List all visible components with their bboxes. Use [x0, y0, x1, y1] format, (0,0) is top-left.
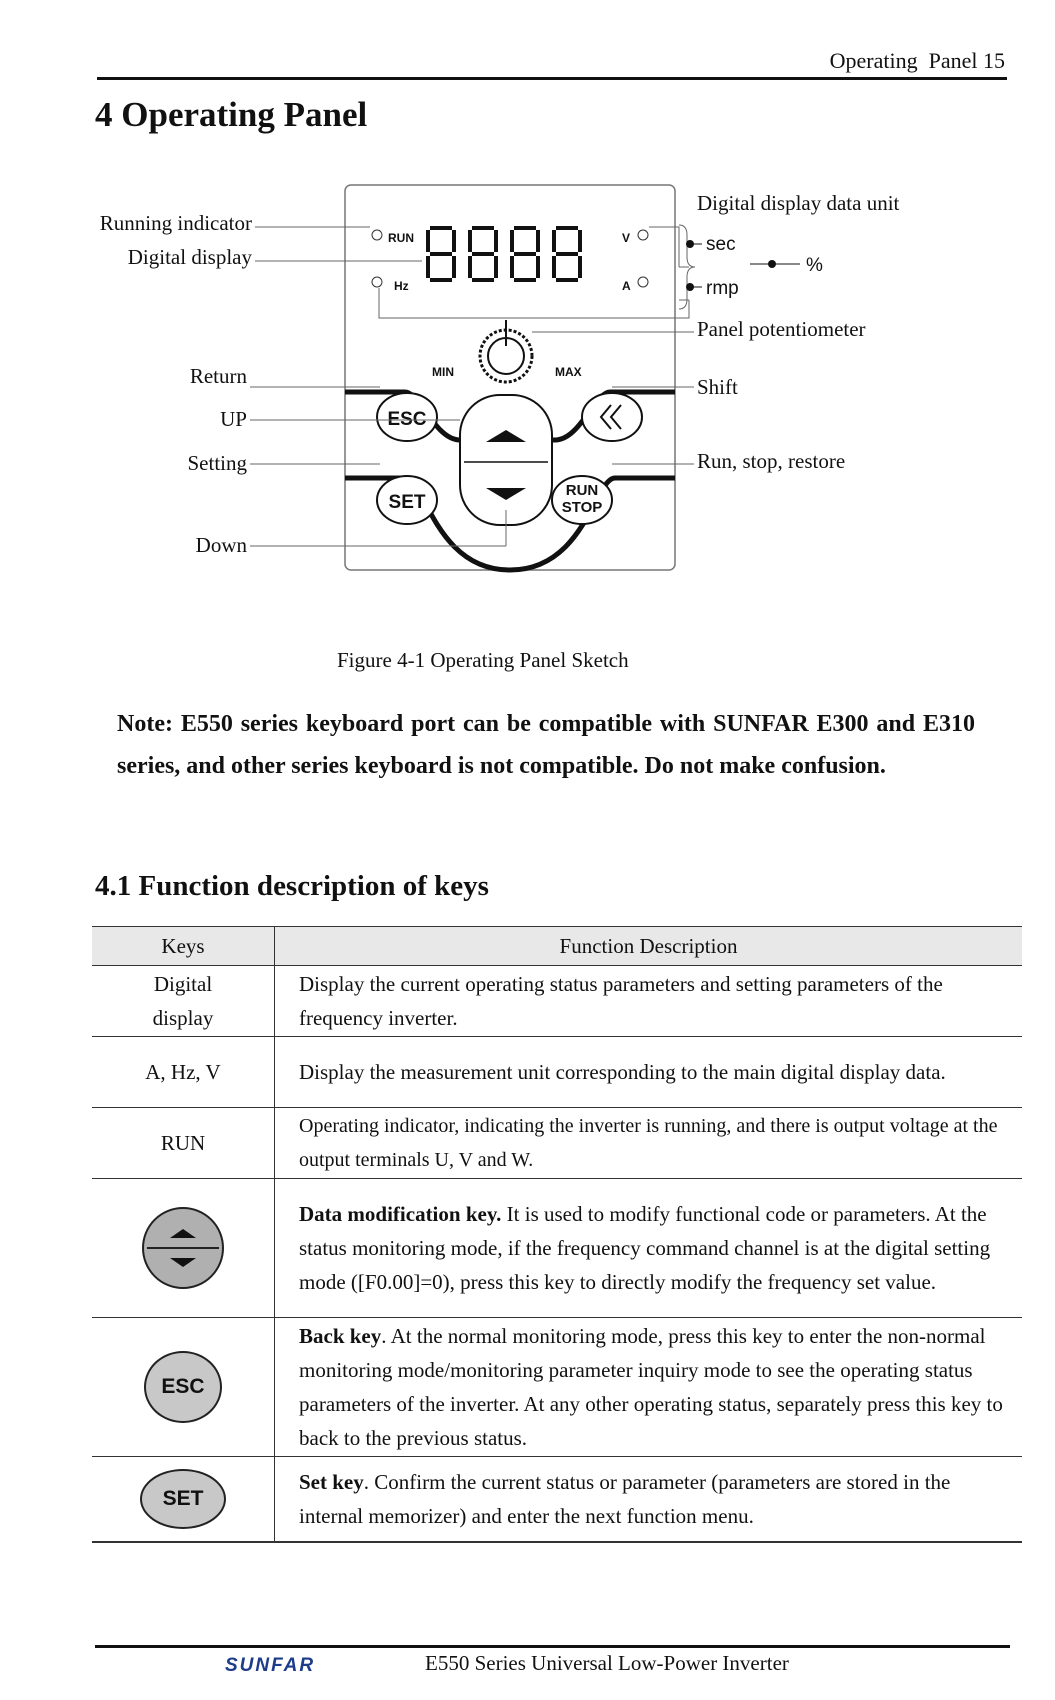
label-percent: %	[806, 255, 823, 276]
label-shift: Shift	[697, 375, 738, 399]
run-stop-key[interactable]	[552, 476, 612, 524]
running-header	[830, 48, 1005, 74]
esc-key-label: ESC	[387, 409, 427, 430]
set-key-label: SET	[388, 492, 426, 513]
hz-led-label: Hz	[394, 279, 409, 293]
figure-caption: Figure 4-1 Operating Panel Sketch	[337, 648, 629, 672]
label-panel-potentiometer: Panel potentiometer	[697, 317, 866, 341]
label-rmp: rmp	[706, 278, 739, 299]
description-cell	[275, 1457, 1023, 1543]
header-function: Function Description	[275, 927, 1023, 966]
key-cell	[92, 1179, 275, 1318]
key-cell	[92, 966, 275, 1037]
table-header-row	[92, 927, 1022, 966]
header-rule	[97, 77, 1007, 80]
key-name: RUN	[92, 1108, 275, 1179]
description-lead: Data modification key.	[299, 1202, 502, 1226]
description-text: . Confirm the current status or parameter (parameters are stored in the internal memorizer) and enter the next function menu.	[299, 1470, 951, 1528]
description-text: It is used to modify functional code or parameters. At the status monitoring mode, if the frequency command channel is at the digital setting mode ([F0.00]=0), press this key to directly modify the frequency set value.	[299, 1202, 991, 1294]
esc-key-icon: ESC	[144, 1351, 222, 1423]
compatibility-note: Note: E550 series keyboard port can be compatible with SUNFAR E300 and E310 series, and other series keyboard is not compatible. Do not make confusion.	[117, 711, 975, 779]
label-return: Return	[189, 364, 247, 388]
section-title: 4.1 Function description of keys	[95, 870, 489, 902]
run-led-label: RUN	[388, 231, 414, 245]
label-running-indicator: Running indicator	[99, 211, 252, 235]
label-setting: Setting	[187, 451, 247, 475]
table-row	[92, 966, 1022, 1037]
label-sec: sec	[706, 234, 736, 255]
header-page-number: 15	[983, 48, 1005, 73]
table-row	[92, 1318, 1022, 1457]
pot-max-label: MAX	[555, 365, 582, 379]
key-function-table	[92, 926, 1022, 1543]
stop-key-label: STOP	[561, 499, 603, 516]
header-section: Operating Panel	[829, 48, 978, 73]
description-cell: Display the measurement unit corresponding to the main digital display data.	[275, 1037, 1023, 1108]
label-run-stop-restore: Run, stop, restore	[697, 449, 846, 473]
description-cell	[275, 1318, 1023, 1457]
description-cell: Operating indicator, indicating the inverter is running, and there is output voltage at the output terminals U, V and W.	[275, 1108, 1023, 1179]
footer-text: E550 Series Universal Low-Power Inverter	[425, 1651, 789, 1675]
table-row	[92, 1457, 1022, 1543]
pot-min-label: MIN	[432, 365, 454, 379]
v-led-label: V	[622, 231, 631, 245]
key-cell	[92, 1318, 275, 1457]
set-key[interactable]	[377, 476, 437, 524]
label-up: UP	[220, 407, 247, 431]
description-cell	[275, 1179, 1023, 1318]
key-name: Digital display	[152, 972, 214, 1030]
description-lead: Back key	[299, 1324, 382, 1348]
run-key-label: RUN	[565, 482, 599, 499]
footer-rule	[95, 1645, 1010, 1648]
a-led-label: A	[622, 279, 631, 293]
chapter-title: 4 Operating Panel	[95, 95, 368, 134]
description-text: . At the normal monitoring mode, press this key to enter the non-normal monitoring mode/monitoring parameter inquiry mode to see the operating status parameters of the inverter. At any other operating status, separately press this key to back to the previous status.	[299, 1324, 1003, 1450]
set-key-icon: SET	[140, 1469, 226, 1529]
description-lead: Set key	[299, 1470, 364, 1494]
label-down: Down	[195, 533, 247, 557]
description-cell: Display the current operating status parameters and setting parameters of the frequency inverter.	[275, 966, 1023, 1037]
up-down-key[interactable]	[460, 395, 552, 525]
up-down-key-icon	[140, 1205, 226, 1291]
data-unit-bullets	[686, 240, 800, 291]
key-name: A, Hz, V	[92, 1037, 275, 1108]
esc-key[interactable]	[377, 393, 437, 441]
operating-panel-figure	[90, 170, 990, 640]
key-cell	[92, 1457, 275, 1543]
sunfar-logo: SUNFAR	[225, 1655, 316, 1676]
table-row	[92, 1037, 1022, 1108]
table-row	[92, 1179, 1022, 1318]
label-digital-display: Digital display	[127, 245, 252, 269]
table-row	[92, 1108, 1022, 1179]
label-data-unit: Digital display data unit	[697, 191, 900, 215]
header-keys: Keys	[92, 927, 275, 966]
shift-key[interactable]	[582, 393, 642, 441]
